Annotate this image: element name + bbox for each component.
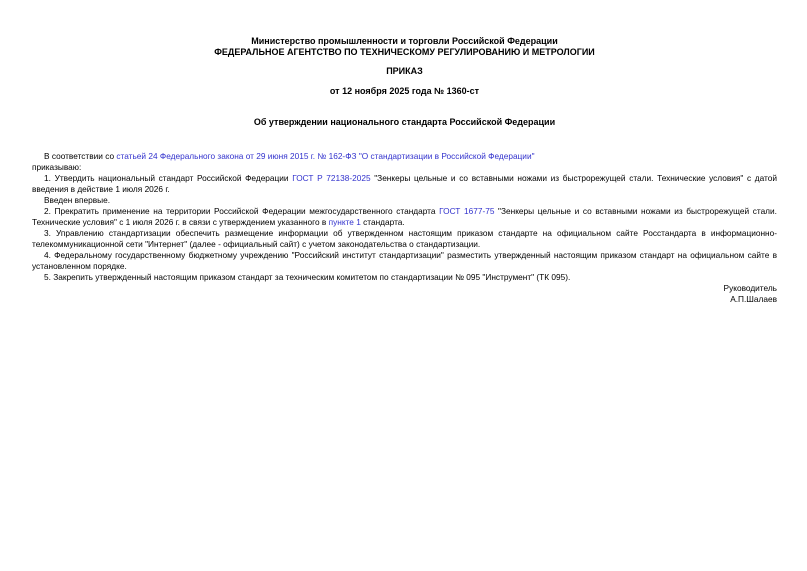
signer-position: Руководитель [723,283,777,293]
doc-title: Об утверждении национального стандарта Российской Федерации [253,117,556,127]
signer-name: А.П.Шалаев [730,294,777,304]
doc-type-heading: ПРИКАЗ [386,66,423,76]
agency-line: ФЕДЕРАЛЬНОЕ АГЕНТСТВО ПО ТЕХНИЧЕСКОМУ РЕГУЛИРОВАНИЮ И МЕТРОЛОГИИ [214,47,595,57]
decree-word-text: приказываю: [32,162,82,172]
document-header [32,36,777,128]
note-paragraph: Введен впервые. [44,195,111,205]
federal-law-link[interactable]: статьей 24 Федерального закона от 29 июня 2015 г. № 162-ФЗ "О стандартизации в Российской Федерации" [116,151,535,161]
intro-paragraph [32,151,777,173]
item4-paragraph: 4. Федеральному государственному бюджетному учреждению "Российский институт стандартизации" разместить утвержденный настоящим приказом стандарт на официальном сайте в установленном порядке. [32,250,777,271]
signature-block [32,283,777,305]
item1-suffix-text: "Зенкеры цельные и со вставными ножами из быстрорежущей стали. Технические условия" с датой введения в действие 1 июля 2026 г. [32,173,777,194]
item1-paragraph [32,173,777,195]
item2-paragraph [32,206,777,228]
item2-suffix-text: стандарта. [360,217,405,227]
point-1-link[interactable]: пункте 1 [328,217,361,227]
gost-1677-link[interactable]: ГОСТ 1677-75 [439,206,495,216]
doc-date-number: от 12 ноября 2025 года № 1360-ст [329,86,480,96]
ministry-line: Министерство промышленности и торговли Российской Федерации [251,36,558,46]
item3-paragraph: 3. Управлению стандартизации обеспечить размещение информации об утвержденном настоящим приказом стандарте на официальном сайте Росстандарта в информационно-телекоммуникационной сети "Интернет" (далее - официальный сайт) с учетом законодательства о стандартизации. [32,228,777,249]
item2-prefix-text: 2. Прекратить применение на территории Российской Федерации межгосударственного стандарта [44,206,440,216]
gost-r-72138-link[interactable]: ГОСТ Р 72138-2025 [292,173,371,183]
item5-paragraph: 5. Закрепить утвержденный настоящим приказом стандарт за техническим комитетом по стандартизации № 095 "Инструмент" (ТК 095). [44,272,571,282]
item2-middle-text: "Зенкеры цельные и со вставными ножами из быстрорежущей стали. Технические условия" с 1 июля 2026 г. в связи с утверждением указанного в [32,206,777,227]
intro-prefix-text: В соответствии со [44,151,117,161]
document-body [32,151,777,305]
item1-prefix-text: 1. Утвердить национальный стандарт Российской Федерации [44,173,293,183]
